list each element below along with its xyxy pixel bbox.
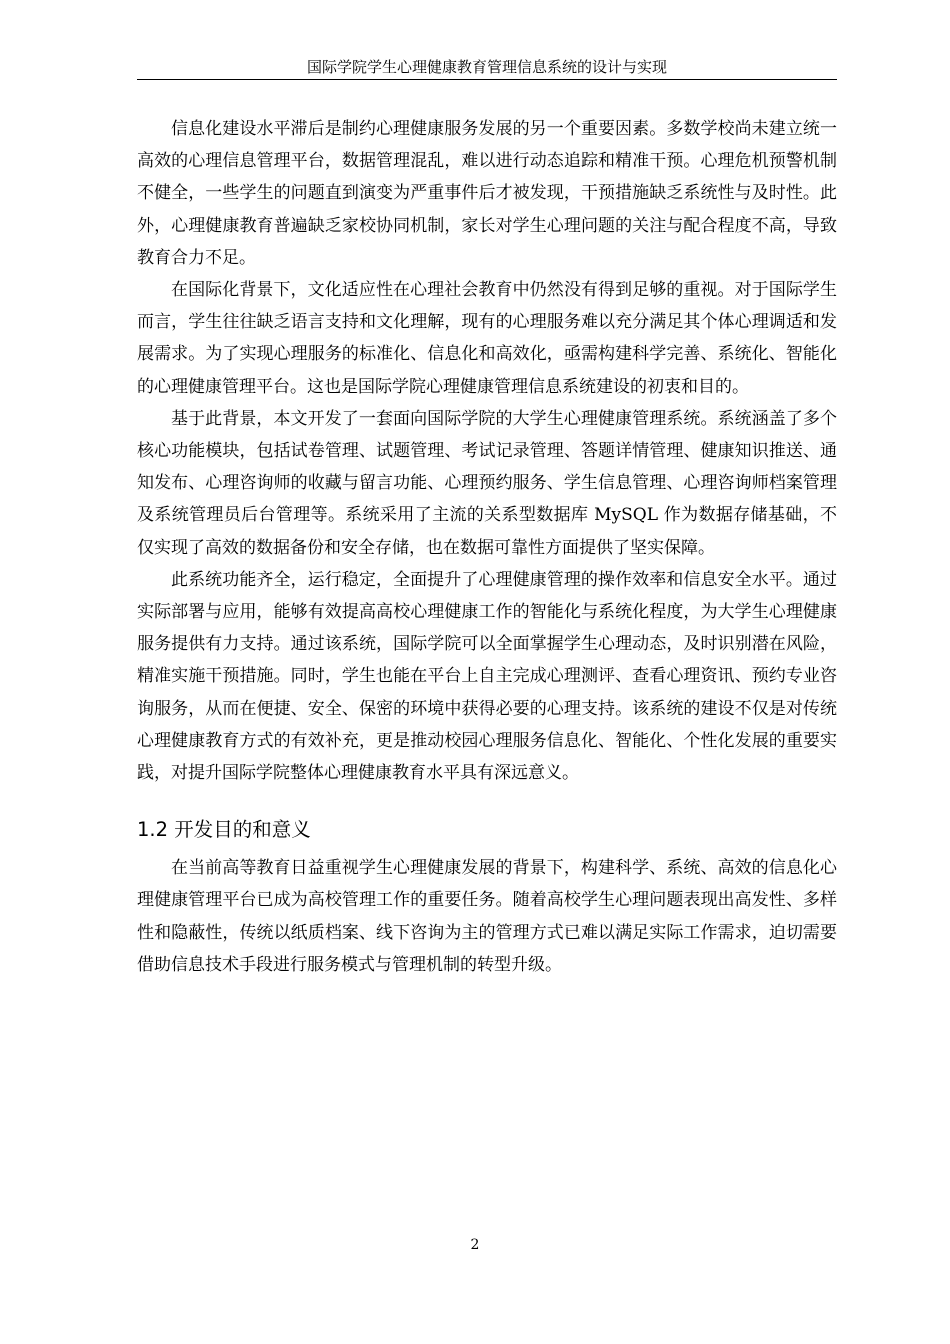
- page-number: 2: [470, 1237, 480, 1253]
- section-heading: 1.2 开发目的和意义: [137, 818, 311, 842]
- body-paragraph: 信息化建设水平滞后是制约心理健康服务发展的另一个重要因素。多数学校尚未建立统一高效的心理信息管理平台，数据管理混乱，难以进行动态追踪和精准干预。心理危机预警机制不健全，一些学生的问题直到演变为严重事件后才被发现，干预措施缺乏系统性与及时性。此外，心理健康教育普遍缺乏家校协同机制，家长对学生心理问题的关注与配合程度不高，导致教育合力不足。: [137, 119, 837, 268]
- body-paragraph: 基于此背景，本文开发了一套面向国际学院的大学生心理健康管理系统。系统涵盖了多个核心功能模块，包括试卷管理、试题管理、考试记录管理、答题详情管理、健康知识推送、通知发布、心理咨询师的收藏与留言功能、心理预约服务、学生信息管理、心理咨询师档案管理及系统管理员后台管理等。系统采用了主流的关系型数据库 MySQL 作为数据存储基础，不仅实现了高效的数据备份和安全存储，也在数据可靠性方面提供了坚实保障。: [137, 408, 837, 558]
- running-header: 国际学院学生心理健康教育管理信息系统的设计与实现: [306, 58, 667, 76]
- body-paragraph: 在国际化背景下，文化适应性在心理社会教育中仍然没有得到足够的重视。对于国际学生而言，学生往往缺乏语言支持和文化理解，现有的心理服务难以充分满足其个体心理调适和发展需求。为了实现心理服务的标准化、信息化和高效化，亟需构建科学完善、系统化、智能化的心理健康管理平台。这也是国际学院心理健康管理信息系统建设的初衷和目的。: [137, 280, 837, 397]
- page-body: [137, 113, 837, 981]
- header-rule: [137, 79, 837, 80]
- body-paragraph: 此系统功能齐全，运行稳定，全面提升了心理健康管理的操作效率和信息安全水平。通过实际部署与应用，能够有效提高高校心理健康工作的智能化与系统化程度，为大学生心理健康服务提供有力支持。通过该系统，国际学院可以全面掌握学生心理动态，及时识别潜在风险，精准实施干预措施。同时，学生也能在平台上自主完成心理测评、查看心理资讯、预约专业咨询服务，从而在便捷、安全、保密的环境中获得必要的心理支持。该系统的建设不仅是对传统心理健康教育方式的有效补充，更是推动校园心理服务信息化、智能化、个性化发展的重要实践，对提升国际学院整体心理健康教育水平具有深远意义。: [137, 569, 837, 784]
- section-paragraph: 在当前高等教育日益重视学生心理健康发展的背景下，构建科学、系统、高效的信息化心理健康管理平台已成为高校管理工作的重要任务。随着高校学生心理问题表现出高发性、多样性和隐蔽性，传统以纸质档案、线下咨询为主的管理方式已难以满足实际工作需求，迫切需要借助信息技术手段进行服务模式与管理机制的转型升级。: [137, 858, 837, 975]
